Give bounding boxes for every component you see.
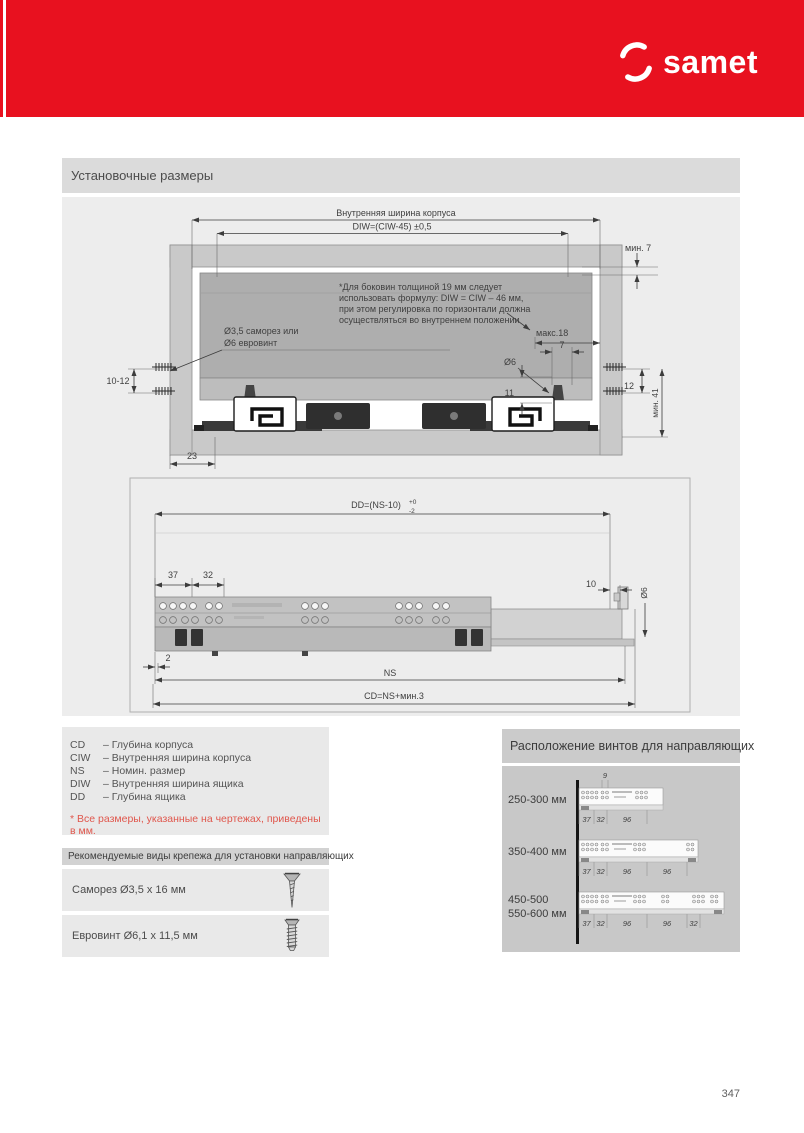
- dim-label-2: 2: [165, 653, 171, 663]
- header-bar: [0, 0, 804, 117]
- side-view-diagram: [130, 478, 690, 712]
- note-19mm: [339, 282, 530, 330]
- legend-item-ns: NS – Номин. размер: [70, 765, 186, 777]
- svg-text:при этом регулировка по горизо: при этом регулировка по горизонтали должна: [339, 304, 531, 314]
- dim-label-10: 10: [585, 579, 596, 589]
- svg-text:96: 96: [622, 919, 632, 928]
- dim-label-11: 11: [504, 388, 514, 398]
- svg-text:37: 37: [582, 919, 591, 928]
- dim-label-7: 7: [559, 340, 565, 350]
- screw-layout-row-250-300: [508, 771, 663, 824]
- svg-text:32: 32: [596, 919, 605, 928]
- dim-label-max18: макс.18: [536, 328, 569, 338]
- svg-text:*Для боковин толщиной 19 мм сл: *Для боковин толщиной 19 мм следует: [339, 282, 503, 292]
- page-title: Установочные размеры: [71, 168, 214, 183]
- screw-layout-row-450-600: [508, 892, 724, 928]
- page-number: 347: [721, 1088, 740, 1100]
- svg-text:осуществляться во внутреннем п: осуществляться во внутреннем положении: [339, 315, 520, 325]
- wood-screw-icon: [281, 872, 303, 910]
- svg-text:32: 32: [689, 919, 698, 928]
- installation-diagram-panel: [62, 197, 740, 716]
- slide-rail-drawing: [155, 587, 634, 656]
- dd-tolerance-lower: -2: [409, 508, 415, 515]
- dim-label-32: 32: [202, 570, 214, 580]
- svg-text:32: 32: [596, 867, 605, 876]
- dim-label-inner-width: Внутренняя ширина корпуса: [336, 208, 456, 218]
- dim-label-cd: CD=NS+мин.3: [364, 691, 424, 701]
- svg-text:96: 96: [622, 815, 632, 824]
- wood-screw-label: Саморез Ø3,5 x 16 мм: [72, 884, 186, 896]
- svg-text:37: 37: [582, 867, 591, 876]
- legend-item-diw: DIW – Внутренняя ширина ящика: [70, 778, 244, 790]
- cabinet-right-wall: [600, 245, 622, 455]
- samet-logo-icon: [616, 42, 656, 82]
- svg-text:Ø6 евровинт: Ø6 евровинт: [224, 338, 278, 348]
- euro-screw-icon: [281, 918, 303, 952]
- screw-layout-panel: [502, 766, 740, 952]
- fastener-row-euro-screw: [62, 915, 329, 957]
- dim-label-10-12: 10-12: [106, 376, 130, 386]
- fastener-section-header: [62, 848, 354, 865]
- legend-item-cd: CD – Глубина корпуса: [70, 739, 194, 751]
- row1-top-dim: 9: [602, 771, 608, 780]
- row2-size-label: 350-400 мм: [508, 846, 567, 858]
- screw-layout-diagrams: [502, 766, 740, 952]
- svg-text:96: 96: [662, 919, 672, 928]
- screw-layout-title: Расположение винтов для направляющих: [510, 739, 755, 753]
- header-notch: [3, 0, 6, 117]
- svg-text:32: 32: [596, 815, 605, 824]
- dd-tolerance-upper: +0: [409, 499, 417, 506]
- samet-logo: [616, 42, 758, 82]
- screw-layout-row-350-400: [508, 840, 698, 876]
- dim-label-diw: DIW=(CIW-45) ±0,5: [352, 221, 432, 232]
- dim-label-min7: мин. 7: [625, 243, 652, 253]
- section-title-bar: [62, 158, 740, 193]
- svg-text:использовать формулу: DIW = CI: использовать формулу: DIW = CIW – 46 мм,: [339, 293, 524, 303]
- cabinet-edge-line: [576, 780, 579, 944]
- screw-layout-header: [502, 729, 755, 763]
- cross-section-diagram: [106, 208, 668, 469]
- dim-label-o6: Ø6: [504, 357, 517, 367]
- dim-label-ns: NS: [383, 668, 397, 678]
- fastener-section-title: Рекомендуемые виды крепежа для установки направляющих: [68, 851, 354, 862]
- row1-size-label: 250-300 мм: [508, 794, 567, 806]
- row3-size-label-1: 450-500: [508, 894, 549, 906]
- euro-screw-label: Евровинт Ø6,1 x 11,5 мм: [72, 930, 198, 942]
- svg-text:96: 96: [662, 867, 672, 876]
- dim-label-37: 37: [167, 570, 179, 580]
- dim-label-12: 12: [623, 381, 634, 391]
- dim-label-23: 23: [186, 451, 198, 461]
- svg-text:96: 96: [622, 867, 632, 876]
- svg-text:Ø3,5 саморез или: Ø3,5 саморез или: [224, 326, 299, 336]
- fastener-row-wood-screw: [62, 869, 329, 911]
- row3-size-label-2: 550-600 мм: [508, 908, 567, 920]
- dim-label-min41: мин. 41: [650, 388, 660, 418]
- cabinet-bottom-panel: [170, 430, 622, 455]
- dim-label-o6-side: Ø6: [639, 587, 649, 599]
- legend-item-ciw: CIW – Внутренняя ширина корпуса: [70, 752, 252, 764]
- dimensions-note: * Все размеры, указанные на чертежах, приведены в мм.: [70, 813, 321, 837]
- cabinet-top-panel: [170, 245, 622, 267]
- installation-diagrams: [62, 197, 740, 716]
- legend-item-dd: DD – Глубина ящика: [70, 791, 186, 803]
- cabinet-left-wall: [170, 245, 192, 455]
- dim-label-dd: DD=(NS-10): [351, 500, 401, 510]
- logo-wordmark: samet: [663, 44, 758, 80]
- svg-text:37: 37: [582, 815, 591, 824]
